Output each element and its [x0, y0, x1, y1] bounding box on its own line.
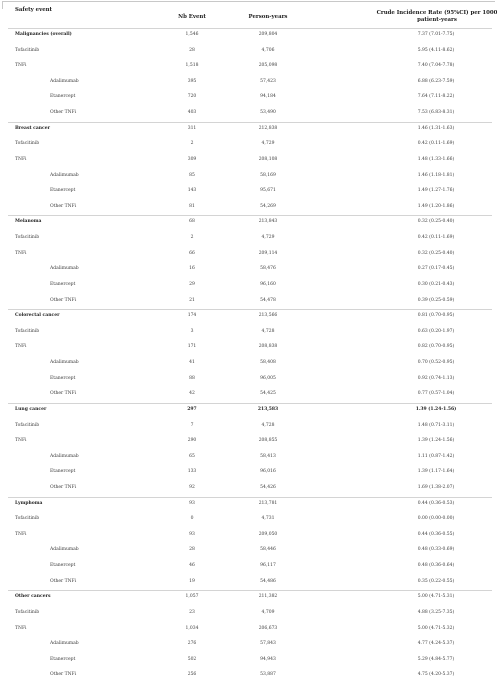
table-row [0, 561, 497, 571]
row-incidence-rate: 4.77 (4.24-5.37) [417, 641, 455, 647]
row-label: Adalimumab [50, 453, 79, 459]
row-label: Colorectal cancer [15, 313, 60, 319]
row-incidence-rate: 5.29 (4.84-5.77) [417, 656, 455, 662]
row-label: Etanercept [50, 188, 76, 194]
row-incidence-rate: 0.32 (0.25-0.40) [417, 219, 455, 225]
row-incidence-rate: 5.00 (4.71-5.31) [417, 594, 455, 600]
row-incidence-rate: 4.75 (4.20-5.37) [417, 672, 455, 678]
row-label: Tofacitinib [15, 516, 40, 522]
row-incidence-rate: 0.30 (0.21-0.43) [417, 281, 455, 287]
row-nb-event: 16 [189, 266, 195, 272]
row-person-years: 58,408 [260, 360, 276, 366]
row-person-years: 4,706 [261, 47, 275, 53]
row-incidence-rate: 7.64 (7.11-8.22) [417, 94, 455, 100]
row-person-years: 57,843 [260, 641, 276, 647]
table-row [0, 655, 497, 665]
row-person-years: 94,184 [260, 94, 276, 100]
row-nb-event: 311 [187, 125, 197, 131]
row-incidence-rate: 0.77 (0.57-1.04) [417, 391, 455, 397]
row-person-years: 54,269 [260, 203, 276, 209]
table-row [0, 155, 497, 165]
row-person-years: 96,160 [260, 281, 276, 287]
row-person-years: 58,476 [260, 266, 276, 272]
row-person-years: 4,731 [261, 516, 275, 522]
table-row [0, 233, 497, 243]
row-person-years: 206,673 [258, 625, 278, 631]
row-person-years: 213,583 [257, 406, 279, 412]
row-label: TNFi [15, 438, 27, 444]
row-person-years: 4,709 [261, 609, 275, 615]
row-nb-event: 1,546 [185, 32, 199, 37]
row-person-years: 213,566 [258, 313, 278, 319]
row-incidence-rate: 0.42 (0.11-1.69) [417, 235, 455, 241]
row-person-years: 208,838 [258, 344, 278, 350]
row-person-years: 54,425 [260, 391, 276, 397]
row-nb-event: 2 [190, 141, 194, 147]
table-row [0, 592, 497, 602]
row-nb-event: 143 [187, 188, 197, 194]
table-row [0, 249, 497, 259]
row-label: Adalimumab [50, 266, 79, 272]
table-row [0, 452, 497, 462]
table-row [0, 77, 497, 87]
row-person-years: 94,943 [260, 656, 276, 662]
table-row [0, 280, 497, 290]
row-incidence-rate: 0.00 (0.00-0.00) [417, 516, 455, 522]
row-label: Etanercept [50, 469, 76, 475]
header-person-years: Person-years [248, 14, 288, 20]
row-label: Lung cancer [15, 406, 47, 412]
row-nb-event: 92 [189, 484, 195, 490]
row-label: Other TNFi [50, 484, 77, 490]
group-divider [8, 403, 492, 404]
row-nb-event: 41 [189, 360, 195, 366]
table-row [0, 499, 497, 509]
row-person-years: 4,728 [261, 328, 275, 334]
table-row [0, 327, 497, 337]
table-row [0, 483, 497, 493]
header-nb-event: Nb Event [178, 14, 206, 20]
row-person-years: 4,729 [261, 141, 275, 147]
table-row [0, 202, 497, 212]
table-row [0, 545, 497, 555]
row-nb-event: 93 [189, 500, 195, 506]
table-row [0, 30, 497, 40]
row-label: Lymphoma [15, 500, 43, 506]
row-incidence-rate: 4.88 (3.25-7.35) [417, 609, 455, 615]
row-label: Other TNFi [50, 110, 77, 116]
row-person-years: 95,671 [260, 188, 276, 194]
row-nb-event: 1,057 [185, 594, 199, 600]
group-divider [8, 122, 492, 123]
row-nb-event: 28 [189, 47, 195, 53]
row-nb-event: 81 [189, 203, 195, 209]
table-row [0, 46, 497, 56]
row-label: TNFi [15, 625, 27, 631]
row-person-years: 58,413 [260, 453, 276, 459]
row-label: TNFi [15, 63, 27, 69]
table-row [0, 139, 497, 149]
group-divider [8, 215, 492, 216]
row-nb-event: 309 [187, 156, 197, 162]
table-row [0, 171, 497, 181]
row-incidence-rate: 7.37 (7.01-7.75) [417, 32, 455, 37]
table-row [0, 108, 497, 118]
row-incidence-rate: 1.46 (1.18-1.81) [417, 172, 455, 178]
table-left-border [2, 1, 3, 9]
table-row [0, 217, 497, 227]
row-label: Tofacitinib [15, 328, 40, 334]
row-label: Other TNFi [50, 203, 77, 209]
row-nb-event: 256 [187, 672, 197, 678]
row-label: Etanercept [50, 281, 76, 287]
row-incidence-rate: 0.48 (0.33-0.69) [417, 547, 455, 553]
row-incidence-rate: 0.35 (0.22-0.55) [417, 578, 455, 584]
row-person-years: 54,426 [260, 484, 276, 490]
row-incidence-rate: 0.82 (0.70-0.95) [417, 344, 455, 350]
row-incidence-rate: 1.11 (0.87-1.42) [417, 453, 455, 459]
row-nb-event: 28 [189, 547, 195, 553]
row-label: TNFi [15, 344, 27, 350]
header-rate-line1: Crude Incidence Rate (95%CI) per 1000 [376, 10, 497, 16]
row-nb-event: 171 [187, 344, 197, 350]
row-person-years: 213,843 [258, 219, 278, 225]
row-incidence-rate: 0.44 (0.36-0.53) [417, 500, 455, 506]
table-row [0, 342, 497, 352]
row-label: TNFi [15, 156, 27, 162]
table-row [0, 421, 497, 431]
table-row [0, 186, 497, 196]
row-nb-event: 85 [189, 172, 195, 178]
row-nb-event: 297 [187, 406, 197, 412]
row-label: Other TNFi [50, 391, 77, 397]
row-incidence-rate: 1.49 (1.27-1.76) [417, 188, 455, 194]
row-nb-event: 3 [190, 328, 194, 334]
row-incidence-rate: 1.48 (1.33-1.66) [417, 156, 455, 162]
row-incidence-rate: 6.88 (6.23-7.59) [417, 78, 455, 84]
row-nb-event: 395 [187, 78, 197, 84]
table-row [0, 624, 497, 634]
row-label: Other cancers [15, 594, 51, 600]
table-row [0, 264, 497, 274]
row-label: Etanercept [50, 656, 76, 662]
row-incidence-rate: 0.42 (0.11-1.69) [417, 141, 455, 147]
group-divider [8, 590, 492, 591]
row-person-years: 209,804 [258, 32, 278, 37]
row-label: Adalimumab [50, 641, 79, 647]
row-person-years: 96,005 [260, 375, 276, 381]
row-incidence-rate: 0.32 (0.25-0.40) [417, 250, 455, 256]
row-incidence-rate: 0.48 (0.36-0.64) [417, 563, 455, 569]
row-label: Breast cancer [15, 125, 51, 131]
row-incidence-rate: 0.27 (0.17-0.45) [417, 266, 455, 272]
group-divider [8, 497, 492, 498]
row-person-years: 96,117 [260, 563, 276, 569]
row-person-years: 209,050 [258, 531, 278, 537]
table-top-border [2, 1, 495, 2]
row-person-years: 208,855 [258, 438, 278, 444]
row-nb-event: 403 [187, 110, 197, 116]
row-person-years: 4,729 [261, 235, 275, 241]
group-divider [8, 309, 492, 310]
row-nb-event: 2 [190, 235, 194, 241]
row-label: TNFi [15, 250, 27, 256]
row-person-years: 54,478 [260, 297, 276, 303]
row-nb-event: 1,518 [185, 63, 199, 69]
header-crude-incidence-rate [352, 10, 497, 23]
row-person-years: 57,423 [260, 78, 276, 84]
row-incidence-rate: 1.48 (0.71-3.11) [417, 422, 455, 428]
row-label: Tofacitinib [15, 141, 40, 147]
row-label: Adalimumab [50, 360, 79, 366]
row-person-years: 205,098 [258, 63, 278, 69]
table-row [0, 514, 497, 524]
table-row [0, 389, 497, 399]
table-row [0, 467, 497, 477]
row-person-years: 54,486 [260, 578, 276, 584]
row-incidence-rate: 0.63 (0.20-1.97) [417, 328, 455, 334]
row-nb-event: 23 [189, 609, 195, 615]
row-nb-event: 68 [189, 219, 195, 225]
header-safety-event: Safety event [15, 7, 53, 13]
row-person-years: 211,382 [258, 594, 278, 600]
row-person-years: 53,490 [260, 110, 276, 116]
row-incidence-rate: 0.44 (0.36-0.55) [417, 531, 455, 537]
row-person-years: 209,114 [258, 250, 278, 256]
row-label: Etanercept [50, 563, 76, 569]
row-incidence-rate: 0.81 (0.70-0.95) [417, 313, 455, 319]
row-person-years: 213,781 [258, 500, 278, 506]
row-label: Adalimumab [50, 78, 79, 84]
table-row [0, 577, 497, 587]
table-row [0, 530, 497, 540]
row-incidence-rate: 0.92 (0.74-1.13) [417, 375, 455, 381]
table-row [0, 311, 497, 321]
row-person-years: 58,446 [260, 547, 276, 553]
table-row [0, 92, 497, 102]
table-row [0, 61, 497, 71]
row-incidence-rate: 0.39 (0.25-0.59) [417, 297, 455, 303]
row-nb-event: 19 [189, 578, 195, 584]
row-nb-event: 42 [189, 391, 195, 397]
row-incidence-rate: 7.53 (6.83-8.31) [417, 110, 455, 116]
row-nb-event: 290 [187, 438, 197, 444]
table-row [0, 608, 497, 618]
row-nb-event: 65 [189, 453, 195, 459]
row-nb-event: 174 [187, 313, 197, 319]
row-person-years: 96,016 [260, 469, 276, 475]
row-person-years: 208,108 [258, 156, 278, 162]
header-divider [8, 28, 492, 29]
table-row [0, 374, 497, 384]
row-incidence-rate: 1.69 (1.38-2.07) [417, 484, 455, 490]
row-incidence-rate: 1.49 (1.20-1.86) [417, 203, 455, 209]
row-label: Etanercept [50, 94, 76, 100]
table-row [0, 296, 497, 306]
row-person-years: 58,169 [260, 172, 276, 178]
row-nb-event: 93 [189, 531, 195, 537]
row-person-years: 4,728 [261, 422, 275, 428]
row-nb-event: 1,034 [185, 625, 199, 631]
row-incidence-rate: 1.39 (1.24-1.56) [415, 406, 457, 412]
table-row [0, 639, 497, 649]
row-nb-event: 720 [187, 94, 197, 100]
row-label: Other TNFi [50, 672, 77, 678]
row-incidence-rate: 1.39 (1.17-1.64) [417, 469, 455, 475]
row-label: Tofacitinib [15, 235, 40, 241]
row-incidence-rate: 0.70 (0.52-0.95) [417, 360, 455, 366]
row-nb-event: 276 [187, 641, 197, 647]
row-nb-event: 0 [190, 516, 194, 522]
row-label: Tofacitinib [15, 422, 40, 428]
row-nb-event: 29 [189, 281, 195, 287]
row-label: Adalimumab [50, 172, 79, 178]
table-row [0, 405, 497, 415]
row-nb-event: 21 [189, 297, 195, 303]
row-incidence-rate: 1.46 (1.31-1.63) [417, 125, 455, 131]
row-label: Melanoma [15, 219, 42, 225]
row-label: Tofacitinib [15, 47, 40, 53]
table-row [0, 436, 497, 446]
row-person-years: 212,838 [258, 125, 278, 131]
row-incidence-rate: 7.40 (7.04-7.78) [417, 63, 455, 69]
row-nb-event: 7 [190, 422, 194, 428]
table-row [0, 358, 497, 368]
row-label: Etanercept [50, 375, 76, 381]
row-person-years: 53,887 [260, 672, 276, 678]
row-incidence-rate: 5.95 (4.11-8.62) [417, 47, 455, 53]
header-rate-line2: patient-years [417, 16, 457, 23]
row-label: Other TNFi [50, 297, 77, 303]
row-label: Tofacitinib [15, 609, 40, 615]
row-nb-event: 133 [187, 469, 197, 475]
row-label: Adalimumab [50, 547, 79, 553]
row-label: TNFi [15, 531, 27, 537]
row-incidence-rate: 1.39 (1.24-1.56) [417, 438, 455, 444]
row-incidence-rate: 5.00 (4.71-5.32) [417, 625, 455, 631]
row-label: Other TNFi [50, 578, 77, 584]
row-nb-event: 88 [189, 375, 195, 381]
table-row [0, 124, 497, 134]
row-nb-event: 66 [189, 250, 195, 256]
row-nb-event: 46 [189, 563, 195, 569]
row-nb-event: 502 [187, 656, 197, 662]
row-label: Malignancies (overall) [15, 32, 72, 37]
table-row [0, 670, 497, 680]
